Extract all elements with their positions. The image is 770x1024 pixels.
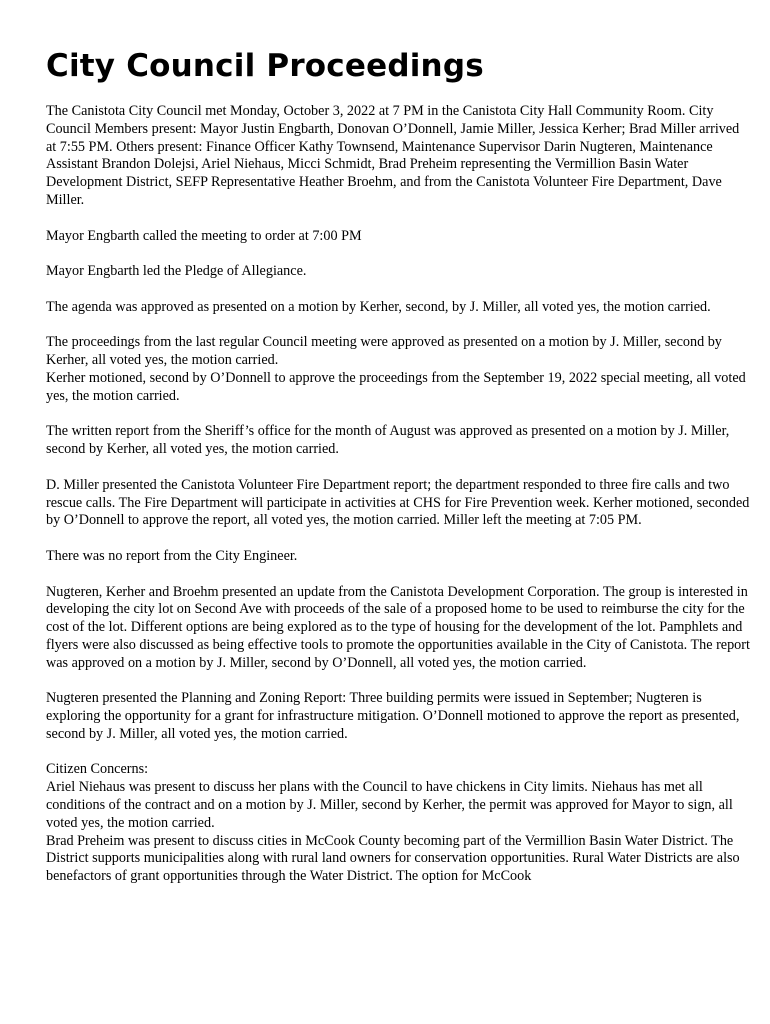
paragraph-development-corporation: Nugteren, Kerher and Broehm presented an update from the Canistota Development Corporation. The group is interested in developing the city lot on Second Ave with proceeds of the sale of a proposed home to be used to reimburse the city for the cost of the lot. Different options are being explored as to the type of housing for the development of the lot. Pamphlets and flyers were also discussed as being effective tools to promote the opportunities available in the City of Canistota. The report was approved on a motion by J. Miller, second by O’Donnell, all voted yes, the motion carried. <box>46 583 750 671</box>
paragraph-previous-proceedings: The proceedings from the last regular Council meeting were approved as presented on a motion by J. Miller, second by Kerher, all voted yes, the motion carried. <box>46 334 722 369</box>
page-title: City Council Proceedings <box>46 48 484 84</box>
paragraph-pledge: Mayor Engbarth led the Pledge of Allegiance. <box>46 263 307 280</box>
paragraph-fire-department: D. Miller presented the Canistota Volunteer Fire Department report; the department responded to three fire calls and two rescue calls. The Fire Department will participate in activities at CHS for Fire Prevention week. Kerher motioned, seconded by O’Donnell to approve the report, all voted yes, the motion carried. Miller left the meeting at 7:05 PM. <box>46 476 750 529</box>
paragraph-agenda: The agenda was approved as presented on a motion by Kerher, second, by J. Miller, all voted yes, the motion carried. <box>46 298 711 315</box>
paragraph-sheriff-report: The written report from the Sheriff’s office for the month of August was approved as presented on a motion by J. Miller, second by Kerher, all voted yes, the motion carried. <box>46 423 730 458</box>
paragraph-preheim-water-district: Brad Preheim was present to discuss cities in McCook County becoming part of the Vermillion Basin Water District. The District supports municipalities along with rural land owners for conservation opportunities. Rural Water Districts are also benefactors of grant opportunities through the Water District. The option for McCook <box>46 832 740 885</box>
paragraph-planning-zoning: Nugteren presented the Planning and Zoning Report: Three building permits were issued in September; Nugteren is exploring the opportunity for a grant for infrastructure mitigation. O’Donnell motioned to approve the report as presented, second by J. Miller, all voted yes, the motion carried. <box>46 690 740 742</box>
paragraph-citizen-concerns-heading: Citizen Concerns: <box>46 761 149 778</box>
document-page <box>46 44 750 886</box>
paragraph-city-engineer: There was no report from the City Engineer. <box>46 547 298 564</box>
document-body <box>46 103 750 886</box>
paragraph-attendance: The Canistota City Council met Monday, October 3, 2022 at 7 PM in the Canistota City Hall Community Room. City Council Members present: Mayor Justin Engbarth, Donovan O’Donnell, Jamie Miller, Jessica Kerher; Brad Miller arrived at 7:55 PM. Others present: Finance Officer Kathy Townsend, Maintenance Supervisor Darin Nugteren, Maintenance Assistant Brandon Dolejsi, Ariel Niehaus, Micci Schmidt, Brad Preheim representing the Vermillion Basin Water Development District, SEFP Representative Heather Broehm, and from the Canistota Volunteer Fire Department, Dave Miller. <box>46 103 740 208</box>
paragraph-niehaus-chickens: Ariel Niehaus was present to discuss her plans with the Council to have chickens in City limits. Niehaus has met all conditions of the contract and on a motion by J. Miller, second by Kerher, the permit was approved for Mayor to sign, all voted yes, the motion carried. <box>46 779 733 831</box>
paragraph-call-to-order: Mayor Engbarth called the meeting to order at 7:00 PM <box>46 227 362 244</box>
paragraph-special-meeting: Kerher motioned, second by O’Donnell to approve the proceedings from the September 19, 2022 special meeting, all voted yes, the motion carried. <box>46 369 746 404</box>
